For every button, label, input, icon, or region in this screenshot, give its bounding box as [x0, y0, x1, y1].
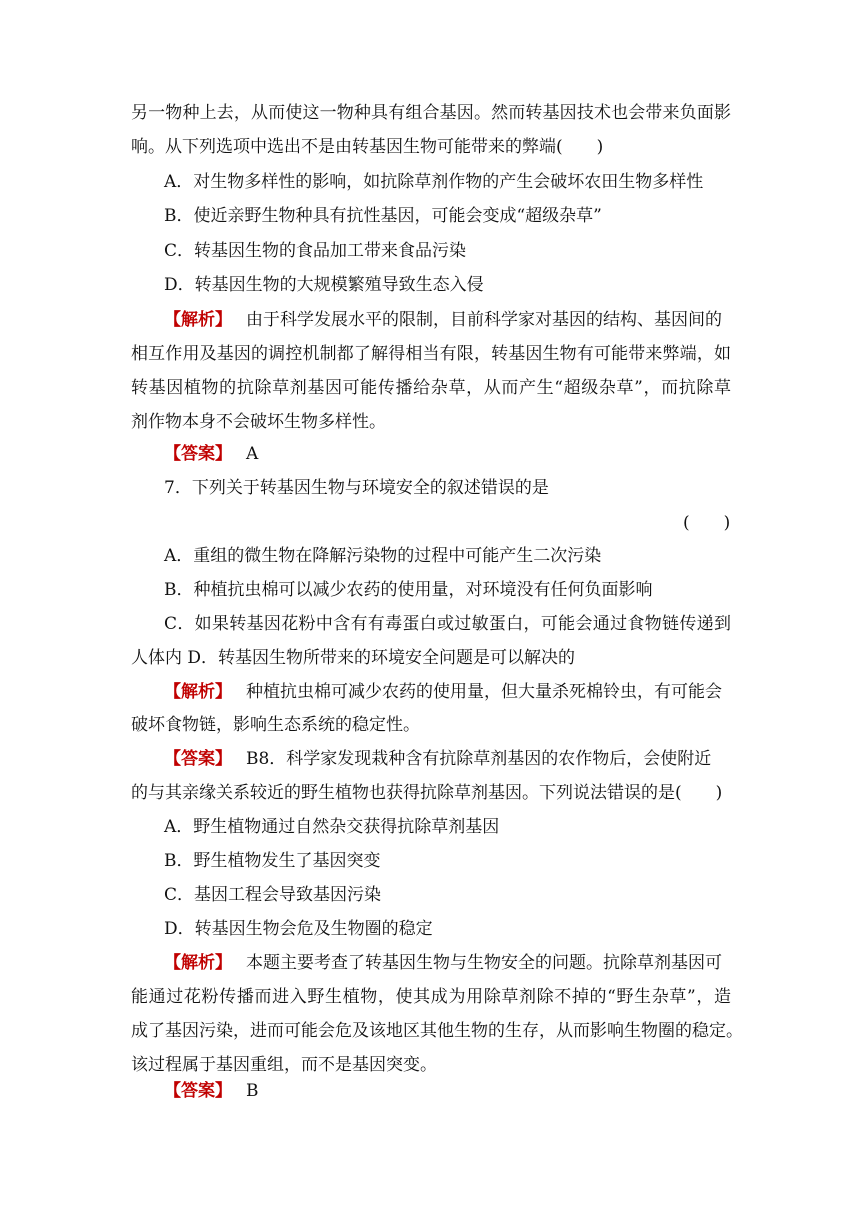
- option-c: C．转基因生物的食品加工带来食品污染: [164, 241, 467, 261]
- answer-line: [164, 1080, 731, 1102]
- analysis-line: [164, 681, 731, 703]
- analysis-text: 由于科学发展水平的限制，目前科学家对基因的结构、基因间的: [246, 310, 722, 330]
- analysis-tag: 【解析】: [164, 310, 232, 330]
- text-line: 剂作物本身不会破坏生物多样性。: [131, 412, 386, 432]
- analysis-text: 种植抗虫棉可减少农药的使用量，但大量杀死棉铃虫，有可能会: [246, 682, 722, 702]
- text-line: 另一物种上去，从而使这一物种具有组合基因。然而转基因技术也会带来负面影: [131, 103, 731, 123]
- text-line: 的与其亲缘关系较近的野生植物也获得抗除草剂基因。下列说法错误的是( ): [131, 783, 723, 803]
- text-line: 该过程属于基因重组，而不是基因突变。: [131, 1055, 437, 1075]
- option-a: A．野生植物通过自然杂交获得抗除草剂基因: [164, 817, 500, 837]
- answer-text: B8．科学家发现栽种含有抗除草剂基因的农作物后，会使附近: [246, 749, 712, 769]
- option-b: B．野生植物发生了基因突变: [164, 851, 381, 871]
- text-line: 相互作用及基因的调控机制都了解得相当有限，转基因生物有可能带来弊端，如: [131, 344, 731, 364]
- analysis-line: [164, 952, 731, 974]
- answer-text: A: [246, 444, 259, 464]
- option-a: A．对生物多样性的影响，如抗除草剂作物的产生会破坏农田生物多样性: [164, 172, 704, 192]
- option-c: C．如果转基因花粉中含有有毒蛋白或过敏蛋白，可能会通过食物链传递到: [164, 614, 731, 634]
- analysis-tag: 【解析】: [164, 953, 232, 973]
- question-7: 7．下列关于转基因生物与环境安全的叙述错误的是: [164, 478, 549, 498]
- text-line: 成了基因污染，进而可能会危及该地区其他生物的生存，从而影响生物圈的稳定。: [131, 1021, 743, 1041]
- option-a: A．重组的微生物在降解污染物的过程中可能产生二次污染: [164, 546, 602, 566]
- text-line: 转基因植物的抗除草剂基因可能传播给杂草，从而产生“超级杂草”，而抗除草: [131, 378, 731, 398]
- option-b: B．使近亲野生物种具有抗性基因，可能会变成“超级杂草”: [164, 206, 602, 226]
- analysis-line: [164, 309, 731, 331]
- text-line: 破坏食物链，影响生态系统的稳定性。: [131, 715, 420, 735]
- option-b: B．种植抗虫棉可以减少农药的使用量，对环境没有任何负面影响: [164, 580, 653, 600]
- text-line: 响。从下列选项中选出不是由转基因生物可能带来的弊端( ): [131, 137, 604, 157]
- answer-tag: 【答案】: [164, 1081, 232, 1101]
- text-line: 人体内 D．转基因生物所带来的环境安全问题是可以解决的: [131, 648, 576, 668]
- answer-blank: ( ): [683, 513, 731, 533]
- answer-line: [164, 443, 731, 465]
- answer-tag: 【答案】: [164, 444, 232, 464]
- option-c: C．基因工程会导致基因污染: [164, 885, 382, 905]
- option-d: D．转基因生物会危及生物圈的稳定: [164, 919, 433, 939]
- answer-tag: 【答案】: [164, 749, 232, 769]
- analysis-text: 本题主要考查了转基因生物与生物安全的问题。抗除草剂基因可: [246, 953, 722, 973]
- text-line: 能通过花粉传播而进入野生植物，使其成为用除草剂除不掉的“野生杂草”，造: [131, 987, 731, 1007]
- answer-line: [164, 748, 731, 770]
- answer-text: B: [246, 1081, 259, 1101]
- analysis-tag: 【解析】: [164, 682, 232, 702]
- option-d: D．转基因生物的大规模繁殖导致生态入侵: [164, 275, 484, 295]
